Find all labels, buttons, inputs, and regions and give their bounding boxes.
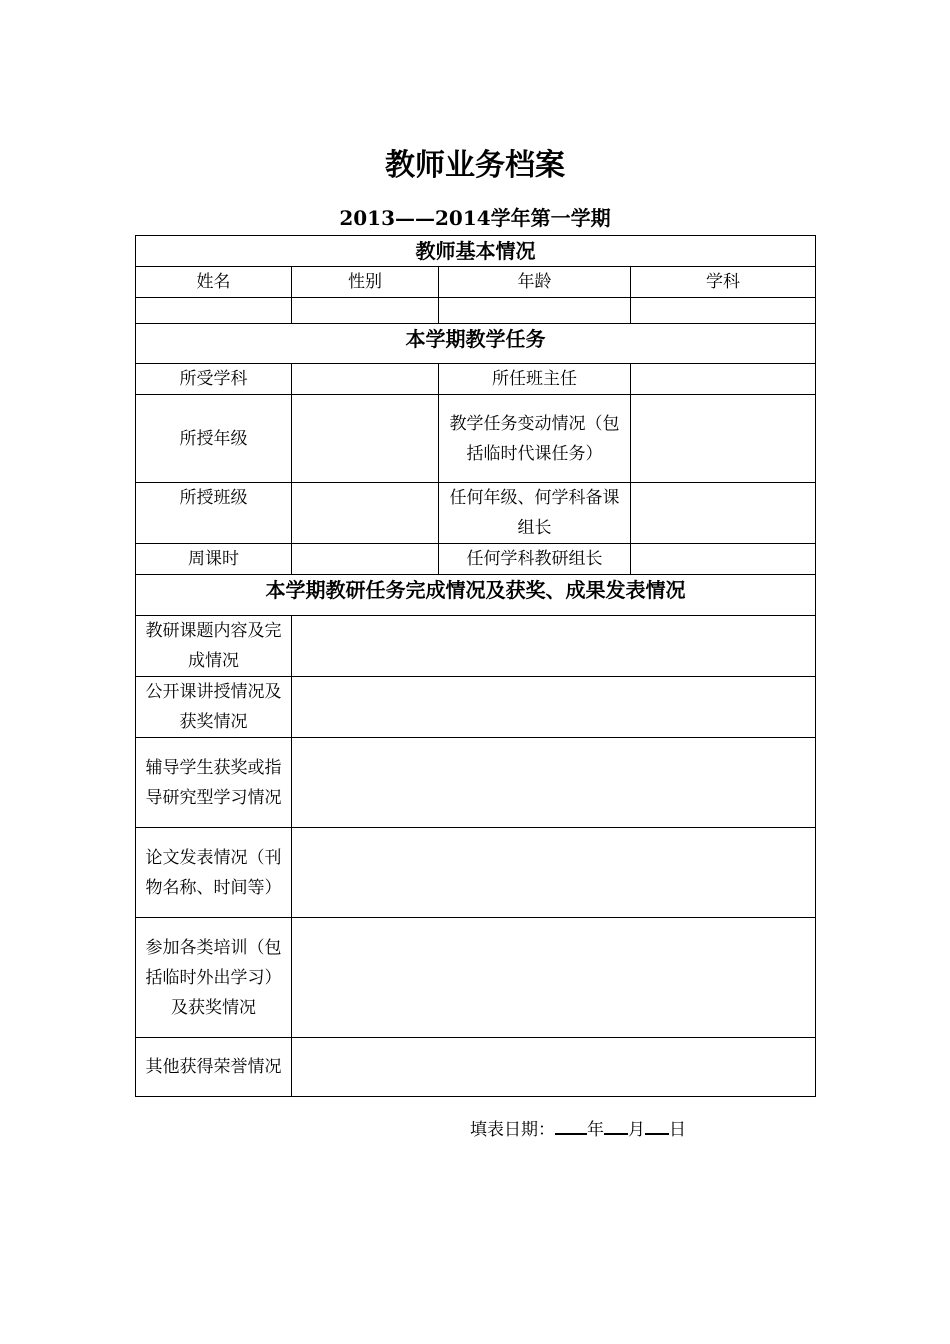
task-changes-field[interactable] [631,395,816,483]
lesson-group-leader-field[interactable] [631,483,816,544]
section-research-header: 本学期教研任务完成情况及获奖、成果发表情况 [136,575,816,616]
row-label-student-awards: 辅导学生获奖或指导研究型学习情况 [136,738,292,828]
gender-field[interactable] [292,298,439,324]
day-label: 日 [669,1120,686,1140]
section-task-header: 本学期教学任务 [136,324,816,364]
subject-field[interactable] [631,298,816,324]
research-topic-field[interactable] [292,616,816,677]
research-group-leader-field[interactable] [631,544,816,575]
subject-taught-field[interactable] [292,364,439,395]
row-label-open-class: 公开课讲授情况及获奖情况 [136,677,292,738]
row-label-lesson-group-leader: 任何年级、何学科备课组长 [439,483,631,544]
name-field[interactable] [136,298,292,324]
papers-field[interactable] [292,828,816,918]
row-label-training: 参加各类培训（包括临时外出学习）及获奖情况 [136,918,292,1038]
head-teacher-field[interactable] [631,364,816,395]
column-header-age: 年龄 [439,267,631,298]
month-label: 月 [628,1120,645,1140]
student-awards-field[interactable] [292,738,816,828]
row-label-grade-taught: 所授年级 [136,395,292,483]
open-class-field[interactable] [292,677,816,738]
fill-date-label: 填表日期： [470,1120,555,1140]
year-blank[interactable] [555,1115,587,1135]
row-label-subject-taught: 所受学科 [136,364,292,395]
archive-form-table [135,235,816,1097]
row-label-research-group-leader: 任何学科教研组长 [439,544,631,575]
day-blank[interactable] [645,1115,669,1135]
row-label-weekly-hours: 周课时 [136,544,292,575]
age-field[interactable] [439,298,631,324]
row-label-papers: 论文发表情况（刊物名称、时间等） [136,828,292,918]
fill-date-line [470,1115,686,1140]
training-field[interactable] [292,918,816,1038]
column-header-gender: 性别 [292,267,439,298]
year-label: 年 [587,1120,604,1140]
column-header-name: 姓名 [136,267,292,298]
class-taught-field[interactable] [292,483,439,544]
row-label-other-honors: 其他获得荣誉情况 [136,1038,292,1097]
other-honors-field[interactable] [292,1038,816,1097]
row-label-class-taught: 所授班级 [136,483,292,544]
month-blank[interactable] [604,1115,628,1135]
row-label-research-topic: 教研课题内容及完成情况 [136,616,292,677]
column-header-subject: 学科 [631,267,816,298]
row-label-head-teacher: 所任班主任 [439,364,631,395]
weekly-hours-field[interactable] [292,544,439,575]
grade-taught-field[interactable] [292,395,439,483]
document-subtitle: 2013——2014学年第一学期 [339,206,611,230]
document-title: 教师业务档案 [385,148,565,183]
section-basic-header: 教师基本情况 [136,236,816,267]
row-label-task-changes: 教学任务变动情况（包括临时代课任务） [439,395,631,483]
